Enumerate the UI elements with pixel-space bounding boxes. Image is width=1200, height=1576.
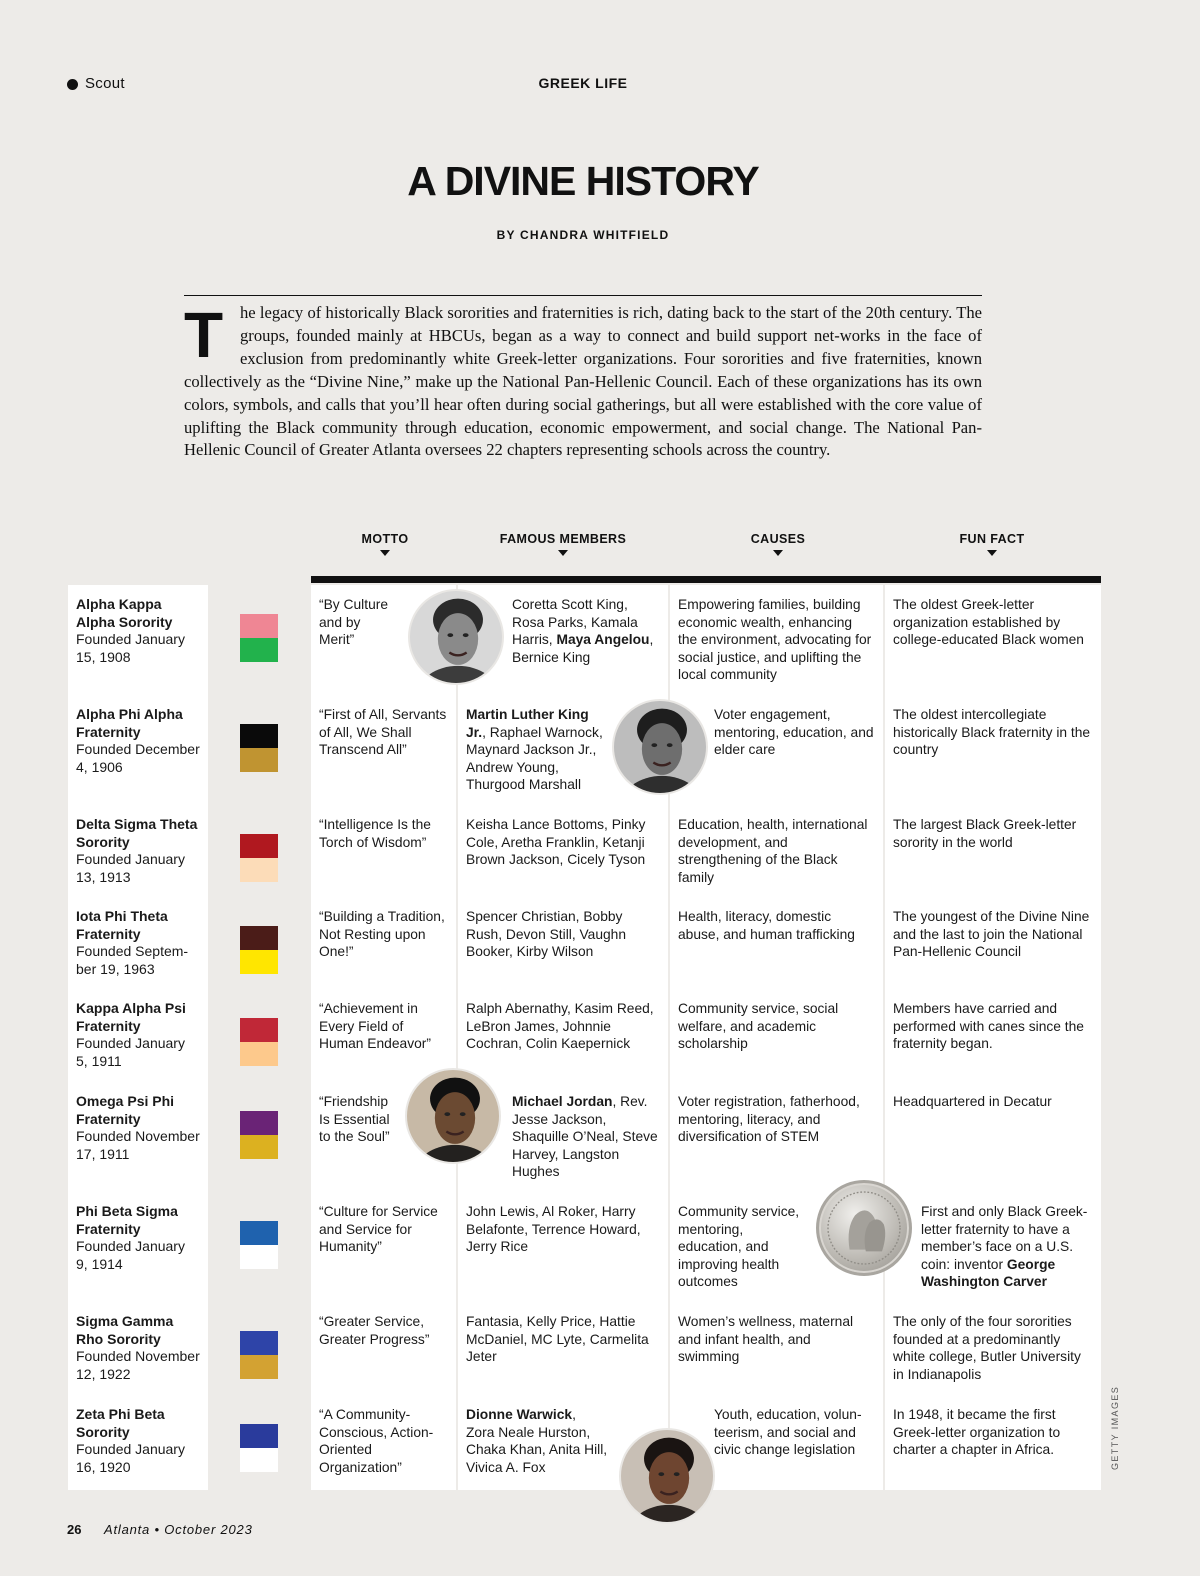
intro-divider xyxy=(184,295,982,296)
causes-cell xyxy=(670,989,883,1082)
motto-cell xyxy=(311,1192,456,1302)
photo-credit: GETTY IMAGES xyxy=(1110,1385,1120,1470)
kicker: GREEK LIFE xyxy=(538,75,628,91)
fun-fact-cell xyxy=(885,989,1101,1082)
motto-cell xyxy=(311,1395,456,1490)
founded-date: Founded January 5, 1911 xyxy=(76,1035,185,1069)
featured-member: Michael Jordan xyxy=(512,1094,613,1109)
column-header-causes: CAUSES xyxy=(738,532,818,556)
fun-fact-text: In 1948, it became the first Greek-letter organization to charter a chapter in Africa. xyxy=(893,1407,1061,1458)
color-swatch xyxy=(240,1135,278,1159)
causes-cell xyxy=(670,1082,883,1192)
org-name: Omega Psi Phi Fraternity xyxy=(76,1093,175,1127)
color-swatch xyxy=(240,1331,278,1355)
color-swatch xyxy=(240,1018,278,1042)
causes-text: Youth, education, volun-teerism, and social and civic change legislation xyxy=(714,1407,862,1458)
causes-text: Education, health, international development, and strengthening of the Black family xyxy=(678,817,868,885)
motto-text: “First of All, Servants of All, We Shall Transcend All” xyxy=(319,707,447,758)
founded-date: Founded January 16, 1920 xyxy=(76,1441,185,1475)
section-label: Scout xyxy=(85,75,125,92)
org-name: Sigma Gamma Rho Sorority xyxy=(76,1313,174,1347)
color-swatch xyxy=(240,638,278,662)
members-text: , Raphael Warnock, Maynard Jackson Jr., Andrew Young, Thurgood Marshall xyxy=(466,724,603,793)
causes-cell xyxy=(670,805,883,897)
motto-text: “By Culture and by Merit” xyxy=(319,597,389,648)
fun-fact-text: The youngest of the Divine Nine and the last to join the National Pan-Hellenic Council xyxy=(893,909,1090,960)
table-top-rule xyxy=(311,576,1101,583)
members-text: John Lewis, Al Roker, Harry Belafonte, Terrence Howard, Jerry Rice xyxy=(466,1204,641,1255)
fun-fact-text: Headquartered in Decatur xyxy=(893,1094,1052,1109)
causes-cell xyxy=(670,1302,883,1395)
founded-date: Founded January 15, 1908 xyxy=(76,631,185,665)
motto-cell xyxy=(311,1302,456,1395)
causes-text: Voter registration, fatherhood, mentoring, literacy, and diversification of STEM xyxy=(678,1094,860,1145)
org-name-cell xyxy=(68,805,208,897)
famous-members-cell xyxy=(458,805,668,897)
intro-body: he legacy of historically Black sororities and fraternities is rich, dating back to the start of the 20th century. The groups, founded mainly at HBCUs, began as a way to connect and build support net-works in the face of exclusion from predominantly white Greek-letter organizations. Four sororities and five fraternities, known collectively as the “Divine Nine,” make up the National Pan-Hellenic Council. Each of these organizations has its own colors, symbols, and calls that you’ll hear often during social gatherings, but all were established with the core value of uplifting the Black community through education, economic empowerment, and social change. The National Pan-Hellenic Council of Greater Atlanta oversees 22 chapters representing schools across the country. xyxy=(184,303,982,460)
causes-text: Community service, mentoring, education, and improving health outcomes xyxy=(678,1204,800,1290)
color-swatch xyxy=(240,748,278,772)
fun-fact-text: The largest Black Greek-letter sorority in the world xyxy=(893,817,1077,850)
column-header-fun-fact: FUN FACT xyxy=(952,532,1032,556)
byline: BY CHANDRA WHITFIELD xyxy=(496,228,670,242)
color-swatch xyxy=(240,1111,278,1135)
maya-angelou-photo xyxy=(408,589,504,685)
column-header-motto: MOTTO xyxy=(352,532,418,556)
color-swatch xyxy=(240,724,278,748)
fun-fact-cell xyxy=(885,585,1101,695)
color-swatch xyxy=(240,1042,278,1066)
page-number: 26 xyxy=(67,1522,82,1537)
famous-members-cell xyxy=(458,1192,668,1302)
org-name-cell xyxy=(68,1082,208,1192)
founded-date: Founded January 9, 1914 xyxy=(76,1238,185,1272)
org-name-cell xyxy=(68,897,208,989)
fun-fact-cell xyxy=(885,1302,1101,1395)
color-swatch xyxy=(240,1221,278,1245)
color-swatch xyxy=(240,614,278,638)
color-swatch xyxy=(240,926,278,950)
motto-text: “Greater Service, Greater Progress” xyxy=(319,1314,430,1347)
publication-line: Atlanta • October 2023 xyxy=(104,1522,253,1537)
fun-fact-cell xyxy=(885,1192,1101,1302)
org-name-cell xyxy=(68,695,208,805)
motto-cell xyxy=(311,897,456,989)
causes-text: Health, literacy, domestic abuse, and human trafficking xyxy=(678,909,855,942)
intro-paragraph xyxy=(184,299,982,462)
motto-cell xyxy=(311,989,456,1082)
fun-fact-cell xyxy=(885,1082,1101,1192)
members-text: Coretta Scott King, Rosa Parks, Kamala Harris, xyxy=(512,597,638,648)
color-swatch xyxy=(240,858,278,882)
founded-date: Founded Septem-ber 19, 1963 xyxy=(76,943,189,977)
featured-member: Dionne Warwick xyxy=(466,1407,573,1422)
org-name: Iota Phi Theta Fraternity xyxy=(76,908,168,942)
org-name: Kappa Alpha Psi Fraternity xyxy=(76,1000,186,1034)
color-swatch xyxy=(240,834,278,858)
featured-member: Martin Luther King Jr. xyxy=(466,707,589,740)
fun-fact-cell xyxy=(885,1395,1101,1490)
motto-text: “Intelligence Is the Torch of Wisdom” xyxy=(319,817,431,850)
fun-fact-highlight: George Washington Carver xyxy=(921,1256,1056,1290)
org-name: Alpha Phi Alpha Fraternity xyxy=(76,706,183,740)
george-washington-carver-coin-icon xyxy=(816,1180,912,1276)
fun-fact-cell xyxy=(885,897,1101,989)
members-text: , Bernice King xyxy=(512,632,654,665)
causes-cell xyxy=(670,585,883,695)
down-arrow-icon xyxy=(558,550,568,556)
org-name: Alpha Kappa Alpha Sorority xyxy=(76,596,173,630)
org-name-cell xyxy=(68,1192,208,1302)
down-arrow-icon xyxy=(380,550,390,556)
members-text: Fantasia, Kelly Price, Hattie McDaniel, MC Lyte, Carmelita Jeter xyxy=(466,1314,649,1365)
founded-date: Founded November 17, 1911 xyxy=(76,1128,200,1162)
motto-cell xyxy=(311,695,456,805)
founded-date: Founded December 4, 1906 xyxy=(76,741,200,775)
fun-fact-text: Members have carried and performed with canes since the fraternity began. xyxy=(893,1001,1084,1052)
motto-text: “Achievement in Every Field of Human Endeavor” xyxy=(319,1001,431,1052)
color-swatch xyxy=(240,1424,278,1448)
founded-date: Founded November 12, 1922 xyxy=(76,1348,200,1382)
causes-text: Community service, social welfare, and academic scholarship xyxy=(678,1001,839,1052)
color-swatch xyxy=(240,950,278,974)
famous-members-cell xyxy=(458,897,668,989)
org-name: Phi Beta Sigma Fraternity xyxy=(76,1203,178,1237)
causes-text: Women’s wellness, maternal and infant health, and swimming xyxy=(678,1314,854,1365)
org-name-cell xyxy=(68,585,208,695)
org-name: Zeta Phi Beta Sorority xyxy=(76,1406,165,1440)
motto-text: “A Community-Conscious, Action-Oriented Organization” xyxy=(319,1407,434,1475)
members-text: Ralph Abernathy, Kasim Reed, LeBron James, Johnnie Cochran, Colin Kaepernick xyxy=(466,1001,654,1052)
causes-text: Empowering families, building economic wealth, enhancing the environment, advocating for social justice, and uplifting the local community xyxy=(678,597,872,683)
page-title: A DIVINE HISTORY xyxy=(407,158,759,204)
motto-text: “Building a Tradition, Not Resting upon One!” xyxy=(319,909,445,960)
motto-cell xyxy=(311,805,456,897)
featured-member: Maya Angelou xyxy=(556,632,650,648)
color-swatch xyxy=(240,1355,278,1379)
michael-jordan-photo xyxy=(405,1068,501,1164)
fun-fact-text: First and only Black Greek-letter fraternity to have a member’s face on a U.S. coin: inventor xyxy=(921,1204,1088,1272)
drop-cap: T xyxy=(184,299,224,371)
fun-fact-text: The oldest intercollegiate historically Black fraternity in the country xyxy=(893,707,1091,758)
martin-luther-king-jr-photo xyxy=(612,699,708,795)
org-name: Delta Sigma Theta Sorority xyxy=(76,816,198,850)
members-text: , Rev. Jesse Jackson, Shaquille O’Neal, Steve Harvey, Langston Hughes xyxy=(512,1094,658,1180)
fun-fact-cell xyxy=(885,805,1101,897)
members-text: , Zora Neale Hurston, Chaka Khan, Anita Hill, Vivica A. Fox xyxy=(466,1407,608,1475)
motto-text: “Culture for Service and Service for Humanity” xyxy=(319,1204,438,1255)
org-name-cell xyxy=(68,1395,208,1490)
color-swatch xyxy=(240,1245,278,1269)
famous-members-cell xyxy=(458,989,668,1082)
color-swatch xyxy=(240,1448,278,1472)
dionne-warwick-photo xyxy=(619,1428,715,1524)
org-name-cell xyxy=(68,1302,208,1395)
famous-members-cell xyxy=(458,1302,668,1395)
causes-cell xyxy=(670,897,883,989)
causes-text: Voter engagement, mentoring, education, and elder care xyxy=(714,707,874,758)
column-header-famous-members: FAMOUS MEMBERS xyxy=(490,532,636,556)
founded-date: Founded January 13, 1913 xyxy=(76,851,185,885)
members-text: Spencer Christian, Bobby Rush, Devon Still, Vaughn Booker, Kirby Wilson xyxy=(466,909,627,960)
motto-text: “Friendship Is Essential to the Soul” xyxy=(319,1094,390,1145)
down-arrow-icon xyxy=(987,550,997,556)
fun-fact-text: The only of the four sororities founded at a predominantly white college, Butler University in Indianapolis xyxy=(893,1314,1081,1382)
org-name-cell xyxy=(68,989,208,1082)
down-arrow-icon xyxy=(773,550,783,556)
fun-fact-cell xyxy=(885,695,1101,805)
members-text: Keisha Lance Bottoms, Pinky Cole, Aretha Franklin, Ketanji Brown Jackson, Cicely Tyson xyxy=(466,817,646,868)
fun-fact-text: The oldest Greek-letter organization established by college-educated Black women xyxy=(893,597,1084,648)
